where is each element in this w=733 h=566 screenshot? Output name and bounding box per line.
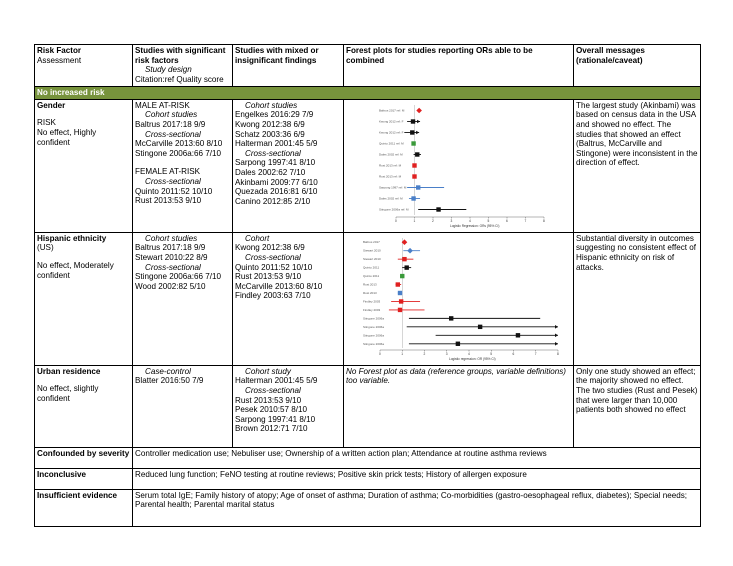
- study-citation: Rust 2013:53 9/10: [235, 272, 302, 282]
- study-design-heading: Cross-sectional: [145, 129, 201, 139]
- forest-study-label: Baltrus 2017 ref: M: [379, 108, 405, 113]
- row-urban: [35, 365, 701, 447]
- forest-study-label: Findley 2003: [363, 299, 381, 304]
- hispanic-overall-cell: [574, 232, 701, 365]
- forest-study-label: Rust 2013 ref: M: [379, 163, 402, 168]
- gender-forest-cell: [344, 99, 574, 232]
- forest-tick-label: 7: [534, 351, 537, 356]
- forest-study-label: Kwong 2012 ref: F: [379, 119, 404, 124]
- study-design-heading: Cohort studies: [145, 110, 198, 120]
- forest-study-label: Quinto 2011: [363, 265, 380, 270]
- forest-tick-label: 5: [490, 351, 493, 356]
- header-risk-factor: [35, 45, 133, 87]
- row-inconclusive: [35, 468, 701, 489]
- urban-overall-text: Only one study showed an effect; the majority showed no effect. The two studies (Rust and Pesek) that were larger than 10,000 patients both showed no effect: [576, 366, 698, 415]
- study-citation: Halterman 2001:45 5/9: [235, 139, 318, 149]
- forest-tick-label: 4: [468, 351, 470, 356]
- study-citation: Kwong 2012:38 6/9: [235, 119, 305, 129]
- study-design-heading: Cross-sectional: [245, 252, 301, 262]
- forest-tick-label: 4: [469, 218, 471, 223]
- forest-study-label: Quinto 2011: [363, 273, 380, 278]
- header-significant-title: Studies with significant risk factors: [135, 46, 226, 65]
- forest-point-estimate: [410, 130, 414, 134]
- forest-axis-label: Logistic Regression: ORs (95% CI): [450, 223, 500, 228]
- row-insufficient: [35, 489, 701, 526]
- forest-point-estimate: [396, 282, 400, 286]
- forest-ci-arrow: [555, 342, 558, 346]
- hispanic-name: Hispanic ethnicity: [37, 233, 107, 243]
- forest-study-label: Quinto 2011 ref: M: [379, 141, 404, 146]
- study-citation: Blatter 2016:50 7/9: [135, 376, 204, 386]
- header-risk-factor-title: Risk Factor: [37, 46, 82, 55]
- study-citation: Stingone 2006a:66 7/10: [135, 272, 221, 282]
- forest-ci-arrow: [555, 333, 558, 337]
- forest-point-estimate: [398, 307, 402, 311]
- forest-study-label: Rust 2013: [363, 282, 377, 287]
- forest-tick-label: 7: [524, 218, 527, 223]
- hispanic-assessment: No effect, Moderately confident: [37, 260, 114, 280]
- forest-tick-label: 2: [423, 351, 426, 356]
- gender-assessment-2: No effect, Highly confident: [37, 127, 97, 147]
- row-confounded: [35, 447, 701, 468]
- urban-overall-cell: [574, 365, 701, 447]
- header-mixed-title: Studies with mixed or insignificant findings: [235, 46, 319, 65]
- gender-forest-plot: [378, 101, 548, 231]
- forest-study-label: Stingone 2006a: [363, 341, 385, 346]
- insufficient-text: Serum total IgE; Family history of atopy; Age of onset of asthma; Duration of asthma; Co-morbidities (gastro-oesophageal reflux, diabetes); Special needs; Parental health; Parental marital status: [133, 489, 701, 526]
- insufficient-label: Insufficient evidence: [35, 489, 133, 526]
- gender-name: Gender: [37, 100, 66, 110]
- study-design-heading: Cross-sectional: [145, 262, 201, 272]
- header-significant: [133, 45, 233, 87]
- hispanic-significant-cell: [133, 232, 233, 365]
- study-citation: Sarpong 1997:41 8/10: [235, 414, 316, 424]
- forest-tick-label: 6: [506, 218, 508, 223]
- study-citation: Quinto 2011:52 10/10: [135, 186, 213, 196]
- hispanic-overall-text: Substantial diversity in outcomes suggesting no consistent effect of Hispanic ethnicity on risk of attacks.: [576, 233, 696, 272]
- header-row: [35, 45, 701, 87]
- forest-tick-label: 8: [543, 218, 545, 223]
- study-citation: McCarville 2013:60 8/10: [135, 139, 223, 149]
- header-forest-title: Forest plots for studies reporting ORs able to be combined: [346, 46, 533, 65]
- gender-assessment-1: RISK: [37, 118, 56, 128]
- forest-point-estimate: [411, 119, 415, 123]
- forest-tick-label: 3: [450, 218, 453, 223]
- forest-study-label: Dales 2002 ref: M: [379, 196, 403, 201]
- study-citation: Stingone 2006a:66 7/10: [135, 148, 221, 158]
- study-citation: Rust 2013:53 9/10: [235, 395, 302, 405]
- risk-factor-table: [34, 44, 701, 527]
- forest-study-label: Stingone 2006a: [363, 324, 385, 329]
- forest-point-estimate: [516, 333, 520, 337]
- forest-study-label: Findley 2003: [363, 307, 381, 312]
- study-design-heading: Cohort studies: [145, 233, 198, 243]
- forest-study-label: Stewart 2010: [363, 248, 381, 253]
- study-citation: Sarpong 1997:41 8/10: [235, 158, 316, 168]
- forest-study-label: Kwong 2012 ref: F: [379, 130, 404, 135]
- forest-study-label: Stingone 2006a: [363, 316, 385, 321]
- forest-tick-label: 3: [445, 351, 448, 356]
- hispanic-name-sub: (US): [37, 243, 54, 253]
- forest-point-estimate: [400, 274, 404, 278]
- urban-forest-cell: [344, 365, 574, 447]
- row-gender: [35, 99, 701, 232]
- forest-point-estimate: [449, 316, 453, 320]
- study-citation: Pesek 2010:57 8/10: [235, 405, 308, 415]
- study-citation: [135, 158, 230, 167]
- hispanic-forest-plot: [362, 234, 562, 364]
- study-design-heading: Cross-sectional: [245, 148, 301, 158]
- study-citation: Wood 2002:82 5/10: [135, 281, 206, 291]
- study-citation: MALE AT-RISK: [135, 100, 190, 110]
- study-citation: Baltrus 2017:18 9/9: [135, 243, 206, 253]
- forest-study-label: Rust 2013: [363, 290, 377, 295]
- forest-point-estimate: [398, 290, 402, 294]
- study-design-heading: Cohort studies: [245, 100, 298, 110]
- forest-tick-label: 2: [432, 218, 434, 223]
- header-overall: [574, 45, 701, 87]
- forest-point-estimate: [411, 196, 415, 200]
- forest-point-estimate: [415, 152, 419, 156]
- confounded-text: Controller medication use; Nebuliser use; Ownership of a written action plan; Attendance at routine asthma reviews: [133, 447, 701, 468]
- header-significant-sub1: Study design: [145, 65, 192, 75]
- study-citation: Halterman 2001:45 5/9: [235, 376, 318, 386]
- study-citation: Rust 2013:53 9/10: [135, 196, 202, 206]
- study-design-heading: Cohort: [245, 233, 270, 243]
- forest-point-estimate: [405, 265, 409, 269]
- study-citation: Engelkes 2016:29 7/9: [235, 110, 314, 120]
- inconclusive-label: Inconclusive: [35, 468, 133, 489]
- gender-mixed-cell: [233, 99, 344, 232]
- study-citation: McCarville 2013:60 8/10: [235, 281, 323, 291]
- forest-ci-arrow: [416, 130, 419, 134]
- section-label: No increased risk: [35, 87, 701, 100]
- section-row: [35, 87, 701, 100]
- study-citation: Findley 2003:63 7/10: [235, 291, 311, 301]
- forest-study-label: Sarpong 1997 ref: M: [379, 185, 407, 190]
- urban-assessment: No effect, slightly confident: [37, 384, 99, 403]
- study-citation: Kwong 2012:38 6/9: [235, 243, 305, 253]
- hispanic-factor-cell: [35, 232, 133, 365]
- inconclusive-text: Reduced lung function; FeNO testing at routine reviews; Positive skin prick tests; History of allergen exposure: [133, 468, 701, 489]
- forest-tick-label: 8: [557, 351, 559, 356]
- urban-forest-note: No Forest plot as data (reference groups, variable definitions) too variable.: [346, 366, 566, 386]
- forest-point-estimate: [411, 141, 415, 145]
- study-citation: Quinto 2011:52 10/10: [235, 262, 313, 272]
- forest-point-estimate: [412, 163, 416, 167]
- urban-factor-cell: [35, 365, 133, 447]
- urban-name: Urban residence: [37, 366, 101, 376]
- forest-point-estimate: [402, 239, 408, 245]
- forest-point-estimate: [407, 248, 413, 254]
- forest-study-label: Dales 2002 ref: M: [379, 152, 403, 157]
- forest-tick-label: 1: [401, 351, 404, 356]
- confounded-label: Confounded by severity: [35, 447, 133, 468]
- forest-point-estimate: [416, 107, 422, 113]
- forest-tick-label: 0: [379, 351, 381, 356]
- header-significant-sub2: Citation:ref Quality score: [135, 74, 224, 84]
- forest-study-label: Baltrus 2017: [363, 239, 380, 244]
- forest-ci-arrow: [417, 119, 420, 123]
- gender-factor-cell: [35, 99, 133, 232]
- study-design-heading: Case-control: [145, 366, 191, 376]
- forest-point-estimate: [399, 299, 403, 303]
- gender-overall-cell: [574, 99, 701, 232]
- forest-point-estimate: [412, 174, 416, 178]
- header-overall-title: Overall messages (rationale/caveat): [576, 46, 645, 65]
- hispanic-mixed-cell: [233, 232, 344, 365]
- study-citation: Brown 2012:71 7/10: [235, 424, 308, 434]
- study-citation: Baltrus 2017:18 9/9: [135, 119, 206, 129]
- gender-overall-text: The largest study (Akinbami) was based on census data in the USA and showed no effect. The studies that showed an effect (Baltrus, McCarville and Stingone) were inconsistent in the direction of effect.: [576, 100, 698, 168]
- gender-significant-cell: [133, 99, 233, 232]
- study-citation: Akinbami 2009:77 6/10: [235, 177, 318, 187]
- study-citation: FEMALE AT-RISK: [135, 167, 201, 177]
- forest-tick-label: 0: [395, 218, 397, 223]
- study-design-heading: Cross-sectional: [145, 177, 201, 186]
- study-design-heading: Cross-sectional: [245, 385, 301, 395]
- header-forest: [344, 45, 574, 87]
- study-citation: Stewart 2010:22 8/9: [135, 252, 208, 262]
- forest-tick-label: 5: [487, 218, 490, 223]
- header-risk-factor-sub: Assessment: [37, 55, 82, 65]
- forest-point-estimate: [456, 341, 460, 345]
- forest-point-estimate: [478, 324, 482, 328]
- study-design-heading: Cohort study: [245, 366, 291, 376]
- urban-significant-cell: [133, 365, 233, 447]
- header-mixed: [233, 45, 344, 87]
- forest-tick-label: 6: [512, 351, 515, 356]
- hispanic-forest-cell: [344, 232, 574, 365]
- forest-ci-arrow: [555, 325, 558, 329]
- forest-point-estimate: [416, 185, 420, 189]
- study-citation: Schatz 2003:36 6/9: [235, 129, 305, 139]
- forest-tick-label: 1: [413, 218, 416, 223]
- forest-point-estimate: [402, 257, 406, 261]
- forest-study-label: Stewart 2010: [363, 256, 381, 261]
- forest-study-label: Rust 2013 ref: M: [379, 174, 402, 179]
- study-citation: Canino 2012:85 2/10: [235, 196, 311, 206]
- study-citation: Quezada 2016:81 6/10: [235, 187, 318, 197]
- urban-mixed-cell: [233, 365, 344, 447]
- forest-axis-label: Logistic regression: OR (95% CI): [449, 356, 496, 361]
- row-hispanic: [35, 232, 701, 365]
- study-citation: Dales 2002:62 7/10: [235, 168, 306, 177]
- forest-point-estimate: [436, 207, 440, 211]
- forest-study-label: Stingone 2006a: [363, 332, 385, 337]
- forest-study-label: Stingone 2006a ref: M: [379, 207, 409, 212]
